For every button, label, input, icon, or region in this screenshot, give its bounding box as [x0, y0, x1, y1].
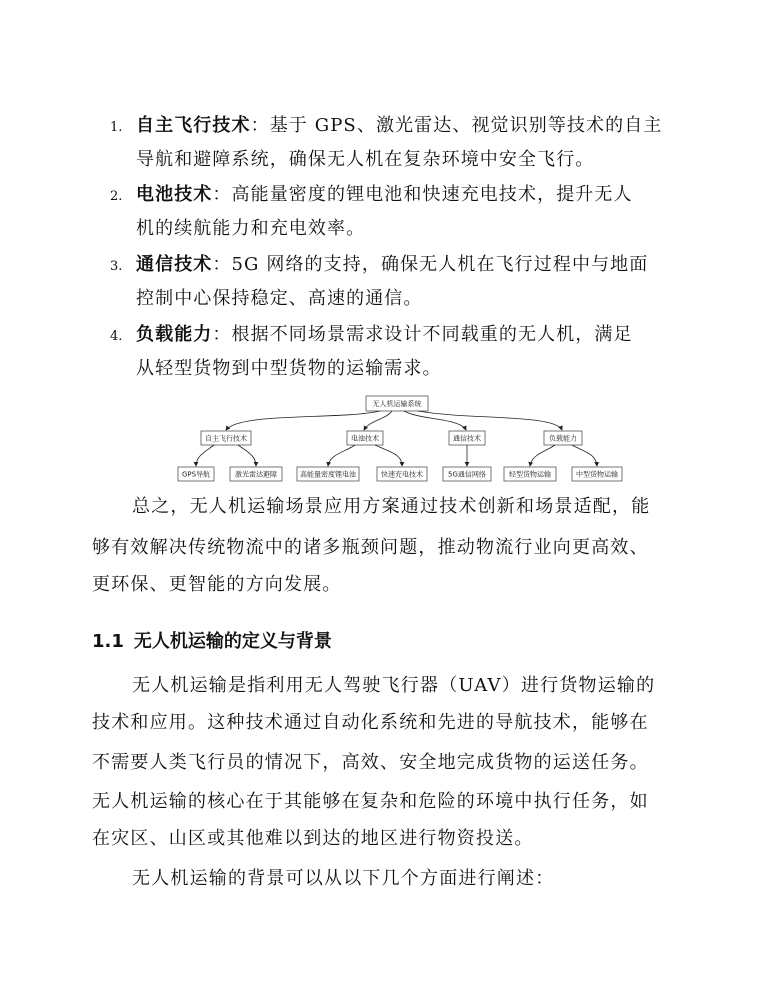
summary-line: 够有效解决传统物流中的诸多瓶颈问题，推动物流行业向更高效、	[92, 537, 649, 558]
list-item-line: 导航和避障系统，确保无人机在复杂环境中安全飞行。	[136, 149, 595, 170]
edge	[226, 411, 380, 430]
leaf-node-label: 中型货物运输	[576, 470, 618, 479]
list-item-line	[136, 184, 633, 206]
list-item-lead: 电池技术	[136, 184, 213, 205]
system-tree-diagram	[0, 390, 765, 490]
edge	[375, 445, 402, 466]
list-item-number: 3.	[110, 259, 123, 274]
definition-line: 无人机运输的核心在于其能够在复杂和危险的环境中执行任务，如	[92, 791, 649, 812]
definition-line: 技术和应用。这种技术通过自动化系统和先进的导航技术，能够在	[92, 712, 649, 733]
edge	[364, 411, 392, 430]
edge	[572, 445, 597, 466]
list-item-number: 1.	[110, 120, 123, 135]
leaf-node-label: 轻型货物运输	[509, 470, 551, 479]
leaf-node-label: 高能量密度锂电池	[300, 470, 356, 479]
list-item-number: 2.	[110, 189, 123, 204]
list-item-line	[136, 115, 662, 137]
list-item-lead: 自主飞行技术	[136, 115, 251, 136]
list-item-text: ：5G 网络的支持，确保无人机在飞行过程中与地面	[212, 254, 649, 275]
section-number: 1.1	[92, 631, 124, 652]
list-item-lead: 负载能力	[136, 324, 213, 345]
category-node-label: 通信技术	[453, 434, 481, 443]
category-node-label: 负载能力	[549, 434, 577, 443]
category-node-label: 自主飞行技术	[205, 434, 247, 443]
summary-line: 更环保、更智能的方向发展。	[92, 574, 342, 595]
leaf-node-label: GPS导航	[181, 470, 211, 479]
background-intro: 无人机运输的背景可以从以下几个方面进行阐述：	[132, 868, 555, 889]
list-item-line	[136, 254, 648, 276]
list-item-lead: 通信技术	[136, 254, 213, 275]
root-node-label: 无人机运输系统	[372, 400, 422, 408]
definition-line: 无人机运输是指利用无人驾驶飞行器（UAV）进行货物运输的	[132, 675, 656, 696]
list-item-text: ：根据不同场景需求设计不同载重的无人机，满足	[212, 324, 633, 345]
edge	[530, 445, 555, 466]
list-item-line: 控制中心保持稳定、高速的通信。	[136, 288, 423, 309]
section-heading	[92, 627, 332, 653]
list-item-number: 4.	[110, 329, 123, 344]
edge	[328, 445, 355, 466]
section-title: 无人机运输的定义与背景	[133, 631, 332, 652]
list-item-line	[136, 324, 633, 346]
edge	[238, 445, 256, 466]
leaf-node-label: 5G通信网络	[448, 470, 486, 479]
definition-line: 在灾区、山区或其他难以到达的地区进行物资投送。	[92, 828, 534, 849]
list-item-line: 从轻型货物到中型货物的运输需求。	[136, 358, 442, 379]
definition-line: 不需要人类飞行员的情况下，高效、安全地完成货物的运送任务。	[92, 752, 649, 773]
list-item-line: 机的续航能力和充电效率。	[136, 218, 366, 239]
edge	[418, 411, 562, 430]
list-item-text: ：基于 GPS、激光雷达、视觉识别等技术的自主	[250, 115, 663, 136]
category-node-label: 电池技术	[351, 434, 379, 443]
edge	[196, 445, 214, 466]
leaf-node-label: 激光雷达避障	[235, 470, 277, 479]
leaf-node-label: 快速充电技术	[381, 470, 423, 479]
edge	[404, 411, 466, 430]
summary-line: 总之，无人机运输场景应用方案通过技术创新和场景适配，能	[132, 496, 651, 517]
list-item-text: ：高能量密度的锂电池和快速充电技术，提升无人	[212, 184, 633, 205]
